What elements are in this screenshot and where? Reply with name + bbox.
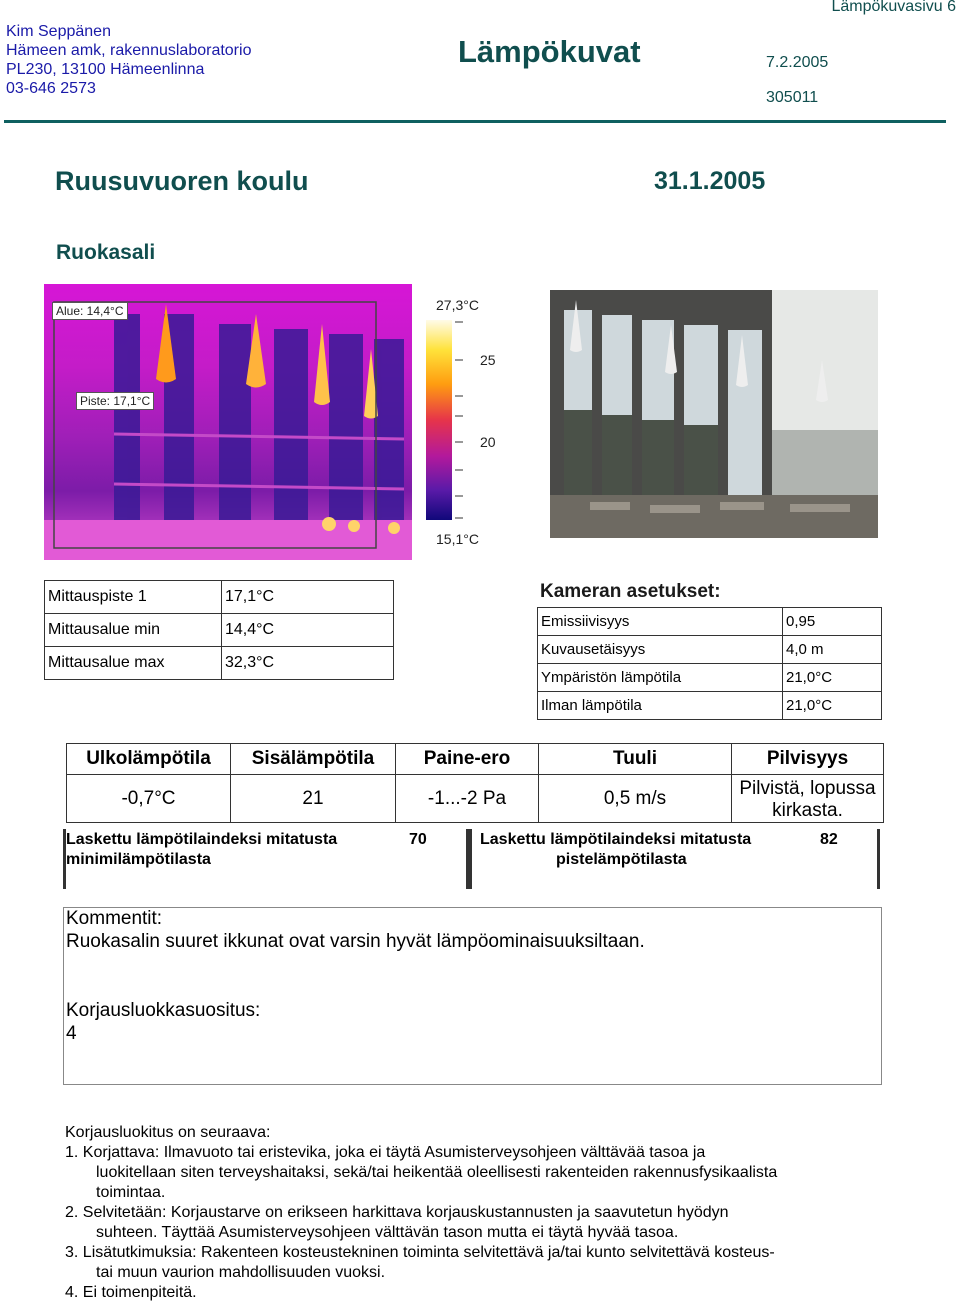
page-label: Lämpökuvasivu 6 xyxy=(831,0,956,15)
spot-index-label-line1: Laskettu lämpötilaindeksi mitatusta xyxy=(480,831,752,848)
conditions-table xyxy=(66,743,884,823)
min-index-label-line1: Laskettu lämpötilaindeksi mitatusta xyxy=(66,831,338,848)
camera-setting-value: 21,0°C xyxy=(783,664,882,692)
camera-setting-label: Kuvausetäisyys xyxy=(538,636,783,664)
thermal-scene xyxy=(44,284,412,560)
document-title: Lämpökuvat xyxy=(458,34,641,69)
temperature-color-scale xyxy=(426,320,452,520)
classification-item-3: 3. Lisätutkimuksia: Rakenteen kosteustekninen toiminta selvitettävä ja/tai kunto selvitettävä kosteus- xyxy=(65,1244,775,1261)
classification-item-4: 4. Ei toimenpiteitä. xyxy=(65,1284,197,1301)
table-row xyxy=(538,664,882,692)
table-row xyxy=(67,775,884,823)
classification-intro: Korjausluokitus on seuraava: xyxy=(65,1124,271,1141)
camera-setting-value: 4,0 m xyxy=(783,636,882,664)
comments-box xyxy=(63,907,882,1085)
camera-settings-table xyxy=(537,607,882,720)
table-row xyxy=(45,647,394,680)
photo-scene xyxy=(550,290,878,538)
header-divider xyxy=(4,120,946,123)
pressure-difference-value: -1...-2 Pa xyxy=(396,775,539,823)
classification-item-2-line2: suhteen. Täyttää Asumisterveysohjeen välttävän tason mutta ei täytä hyvää tasoa. xyxy=(96,1224,679,1241)
contact-address: PL230, 13100 Hämeenlinna xyxy=(6,61,205,78)
room-name: Ruokasali xyxy=(56,241,156,264)
classification-item-1: 1. Korjattava: Ilmavuoto tai eristevika, joka ei täytä Asumisterveysohjeen välttävää tasoa ja xyxy=(65,1144,706,1161)
repair-classification xyxy=(65,1123,945,1303)
measurement-label: Mittausalue min xyxy=(45,614,222,647)
scale-ticks xyxy=(455,320,469,520)
camera-settings-title: Kameran asetukset: xyxy=(540,581,721,602)
min-index-value: 70 xyxy=(409,831,427,848)
table-row xyxy=(538,636,882,664)
spot-temperature-index-box xyxy=(469,829,880,889)
pressure-difference-header: Paine-ero xyxy=(396,744,539,775)
measurement-table xyxy=(44,580,394,680)
table-row xyxy=(538,692,882,720)
measurement-label: Mittauspiste 1 xyxy=(45,581,222,614)
thermal-image xyxy=(44,284,412,560)
wind-value: 0,5 m/s xyxy=(539,775,732,823)
scale-mid-label-20: 20 xyxy=(480,434,496,450)
measurement-label: Mittausalue max xyxy=(45,647,222,680)
camera-setting-value: 0,95 xyxy=(783,608,882,636)
measurement-value: 14,4°C xyxy=(222,614,394,647)
classification-item-1-line2: luokitellaan siten terveyshaitaksi, sekä/tai heikentää oleellisesti rakenteiden rakennusfysikaalista xyxy=(96,1164,778,1181)
visual-photo xyxy=(550,290,878,538)
scale-max-label: 27,3°C xyxy=(436,297,479,313)
min-temperature-index-box xyxy=(63,829,469,889)
indoor-temperature-value: 21 xyxy=(231,775,396,823)
wind-header: Tuuli xyxy=(539,744,732,775)
scale-mid-label-25: 25 xyxy=(480,352,496,368)
scale-min-label: 15,1°C xyxy=(436,531,479,547)
survey-date: 31.1.2005 xyxy=(654,167,766,195)
measurement-value: 17,1°C xyxy=(222,581,394,614)
table-row xyxy=(45,614,394,647)
contact-organization: Hämeen amk, rakennuslaboratorio xyxy=(6,42,252,59)
cloudiness-header: Pilvisyys xyxy=(732,744,884,775)
classification-item-2: 2. Selvitetään: Korjaustarve on erikseen harkittava korjauskustannusten ja saavutetun hyödyn xyxy=(65,1204,729,1221)
outdoor-temperature-header: Ulkolämpötila xyxy=(67,744,231,775)
table-row xyxy=(538,608,882,636)
spot-index-value: 82 xyxy=(820,831,838,848)
camera-setting-value: 21,0°C xyxy=(783,692,882,720)
min-index-label-line2: minimilämpötilasta xyxy=(66,851,211,868)
contact-name: Kim Seppänen xyxy=(6,23,111,40)
contact-block xyxy=(6,22,251,98)
contact-phone: 03-646 2573 xyxy=(6,80,96,97)
spot-temperature-label: Piste: 17,1°C xyxy=(76,392,154,410)
comments-label: Kommentit: xyxy=(66,908,163,929)
camera-setting-label: Emissiivisyys xyxy=(538,608,783,636)
spot-index-label-line2: pistelämpötilasta xyxy=(556,851,687,868)
camera-setting-label: Ilman lämpötila xyxy=(538,692,783,720)
cloudiness-value: Pilvistä, lopussa kirkasta. xyxy=(732,775,884,823)
table-header-row xyxy=(67,744,884,775)
classification-item-3-line2: tai muun vaurion mahdollisuuden vuoksi. xyxy=(96,1264,386,1281)
camera-setting-label: Ympäristön lämpötila xyxy=(538,664,783,692)
comments-text: Ruokasalin suuret ikkunat ovat varsin hyvät lämpöominaisuuksiltaan. xyxy=(66,931,645,952)
area-temperature-label: Alue: 14,4°C xyxy=(52,302,128,320)
school-name: Ruusuvuoren koulu xyxy=(55,166,309,196)
table-row xyxy=(45,581,394,614)
measurement-value: 32,3°C xyxy=(222,647,394,680)
header-number: 305011 xyxy=(766,89,819,106)
repair-class-value: 4 xyxy=(66,1023,77,1044)
indoor-temperature-header: Sisälämpötila xyxy=(231,744,396,775)
header-date: 7.2.2005 xyxy=(766,54,829,71)
outdoor-temperature-value: -0,7°C xyxy=(67,775,231,823)
repair-class-label: Korjausluokkasuositus: xyxy=(66,1000,261,1021)
classification-item-1-line3: toimintaa. xyxy=(96,1184,166,1201)
